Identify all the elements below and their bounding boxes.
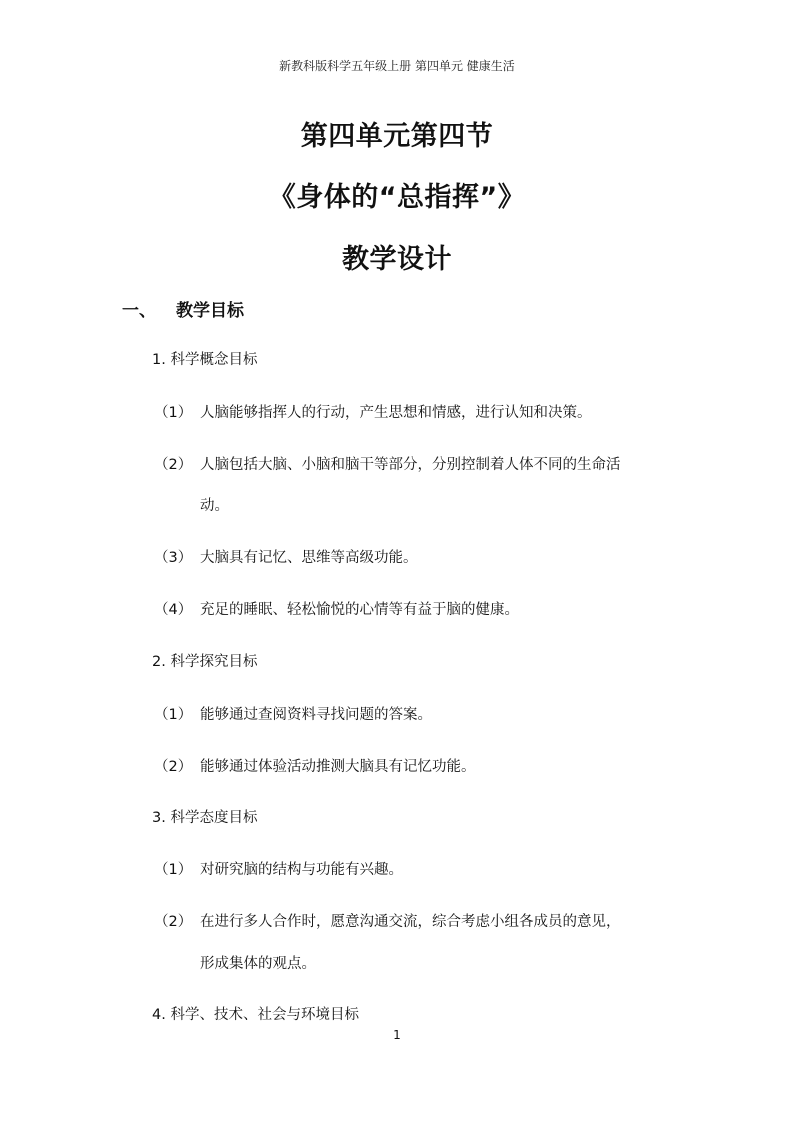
list-item-number: （1） [154,862,193,878]
list-item-number: （3） [154,550,193,566]
page-header: 新教科版科学五年级上册 第四单元 健康生活 [279,59,515,73]
goal-heading-inquiry: 2. 科学探究目标 [152,654,258,670]
list-item-text: 人脑包括大脑、小脑和脑干等部分，分别控制着人体不同的生命活 [200,457,621,473]
page-number: 1 [393,1028,401,1042]
list-item-number: （2） [154,759,193,775]
list-item-text: 在进行多人合作时，愿意沟通交流，综合考虑小组各成员的意见， [200,914,621,930]
goal-heading-stse: 4. 科学、技术、社会与环境目标 [152,1007,359,1023]
list-item-text: 充足的睡眠、轻松愉悦的心情等有益于脑的健康。 [200,602,519,618]
title-teaching-design: 教学设计 [342,244,452,275]
list-item-number: （2） [154,914,193,930]
list-item-continuation: 形成集体的观点。 [200,956,316,972]
list-item-number: （2） [154,457,193,473]
title-unit-section: 第四单元第四节 [300,121,494,152]
list-item-continuation: 动。 [200,498,229,514]
list-item-text: 能够通过查阅资料寻找问题的答案。 [200,707,432,723]
section-heading: 教学目标 [176,301,244,321]
title-lesson-name: 《身体的“总指挥”》 [268,182,526,213]
list-item-number: （1） [154,707,193,723]
list-item-text: 对研究脑的结构与功能有兴趣。 [200,862,403,878]
list-item-text: 大脑具有记忆、思维等高级功能。 [200,550,418,566]
goal-heading-attitude: 3. 科学态度目标 [152,810,258,826]
list-item-number: （1） [154,405,193,421]
goal-heading-concept: 1. 科学概念目标 [152,352,258,368]
section-number: 一、 [122,301,156,321]
list-item-text: 能够通过体验活动推测大脑具有记忆功能。 [200,759,476,775]
list-item-number: （4） [154,602,193,618]
list-item-text: 人脑能够指挥人的行动，产生思想和情感，进行认知和决策。 [200,405,592,421]
